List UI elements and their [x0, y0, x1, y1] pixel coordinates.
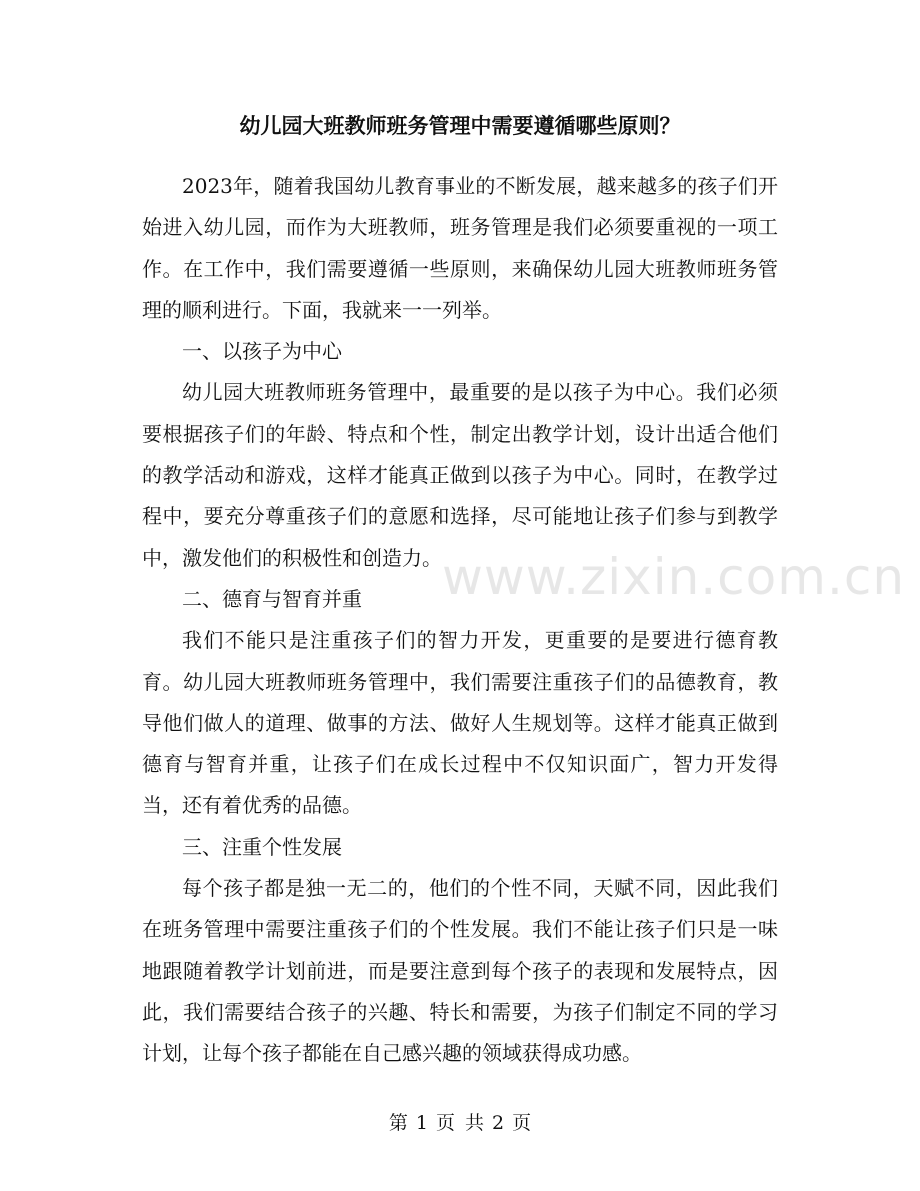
section-body-3: 每个孩子都是独一无二的，他们的个性不同，天赋不同，因此我们在班务管理中需要注重孩子们的个性发展。我们不能让孩子们只是一味地跟随着教学计划前进，而是要注意到每个孩子的表现和发展特点，因此，我们需要结合孩子的兴趣、特长和需要，为孩子们制定不同的学习计划，让每个孩子都能在自己感兴趣的领域获得成功感。: [142, 876, 778, 1066]
section-body-2: 我们不能只是注重孩子们的智力开发，更重要的是要进行德育教育。幼儿园大班教师班务管理中，我们需要注重孩子们的品德教育，教导他们做人的道理、做事的方法、做好人生规划等。这样才能真正做到德育与智育并重，让孩子们在成长过程中不仅知识面广，智力开发得当，还有着优秀的品德。: [142, 628, 778, 818]
watermark: www.zixin.com.cn: [442, 548, 906, 606]
current-page-number: 1: [415, 1112, 428, 1134]
section-heading-3: 三、注重个性发展: [182, 834, 342, 859]
document-title: 幼儿园大班教师班务管理中需要遵循哪些原则？: [239, 114, 681, 138]
page-label-prefix: 第: [388, 1112, 408, 1134]
page-label-middle: 页 共: [435, 1112, 485, 1134]
section-body-1: 幼儿园大班教师班务管理中，最重要的是以孩子为中心。我们必须要根据孩子们的年龄、特点和个性，制定出教学计划，设计出适合他们的教学活动和游戏，这样才能真正做到以孩子为中心。同时，在教学过程中，要充分尊重孩子们的意愿和选择，尽可能地让孩子们参与到教学中，激发他们的积极性和创造力。: [142, 380, 778, 570]
total-pages-number: 2: [492, 1112, 505, 1134]
page-footer: [0, 1108, 920, 1138]
section-heading-1: 一、以孩子为中心: [182, 339, 342, 364]
intro-paragraph: 2023年，随着我国幼儿教育事业的不断发展，越来越多的孩子们开始进入幼儿园，而作为大班教师，班务管理是我们必须要重视的一项工作。在工作中，我们需要遵循一些原则，来确保幼儿园大班教师班务管理的顺利进行。下面，我就来一一列举。: [142, 174, 778, 322]
document-body: [142, 166, 778, 1075]
section-heading-2: 二、德育与智育并重: [182, 586, 362, 611]
page-label-suffix: 页: [512, 1112, 532, 1134]
